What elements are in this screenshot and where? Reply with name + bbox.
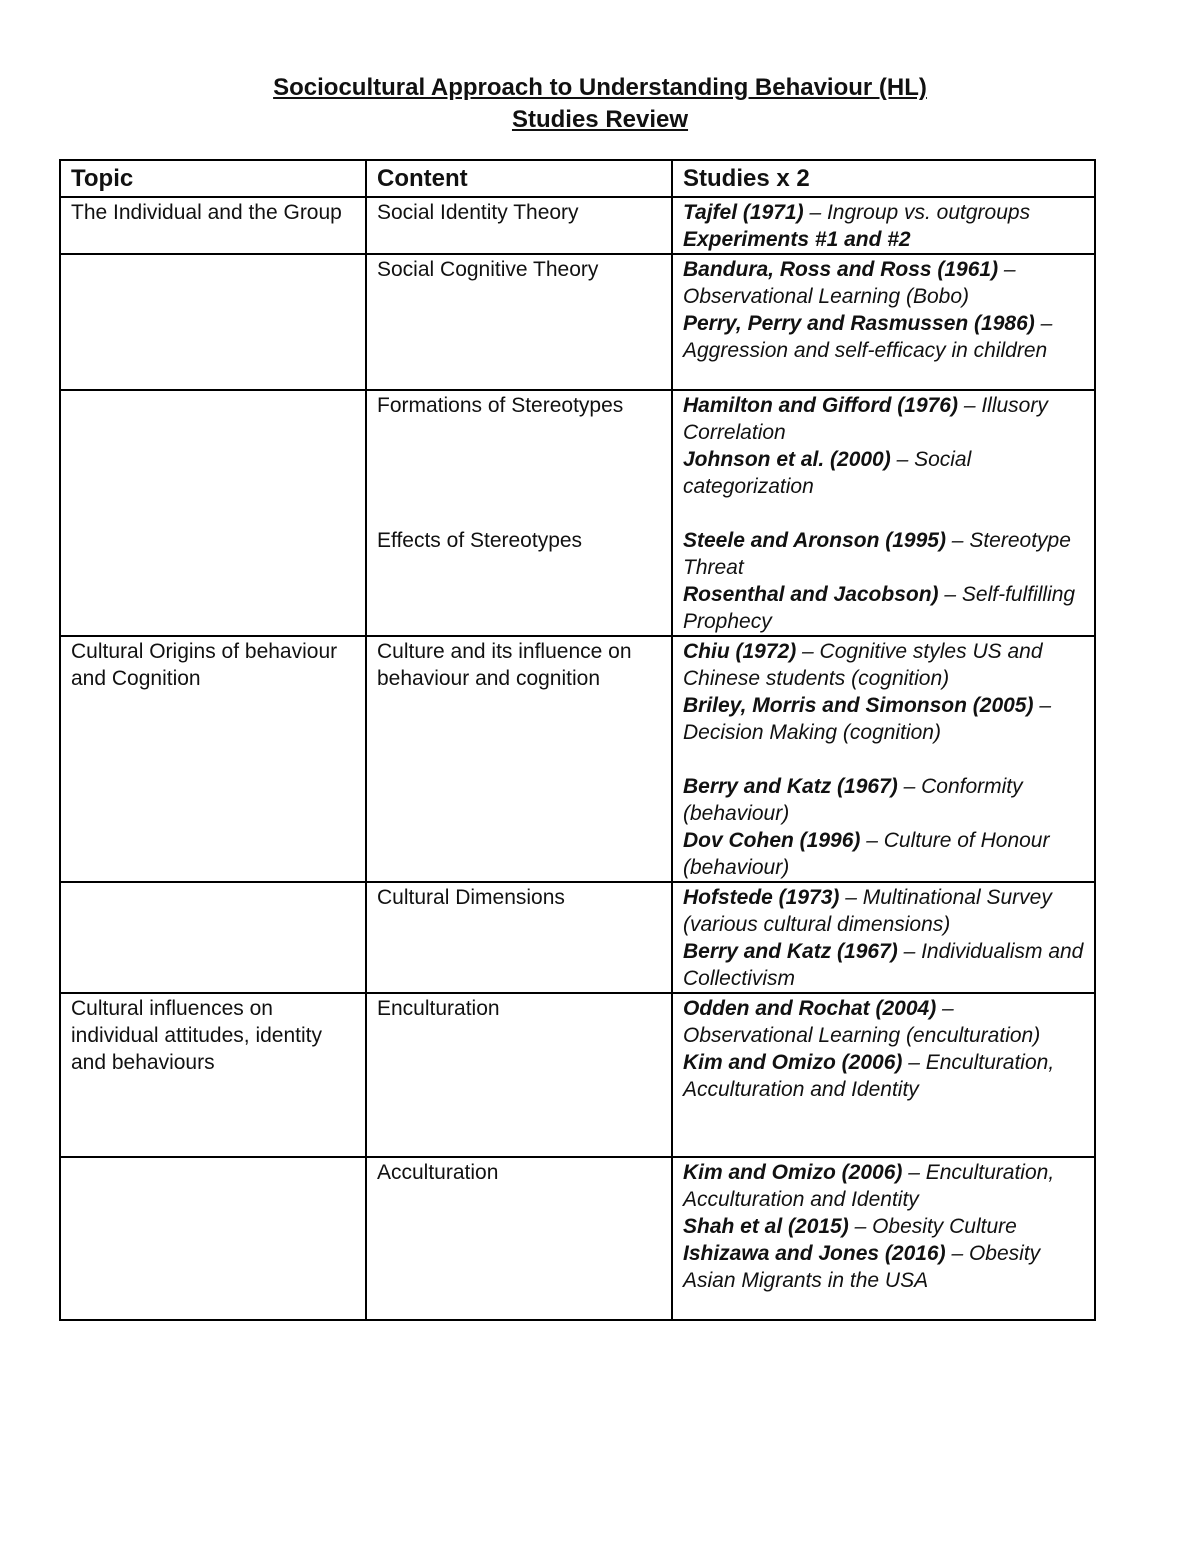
table-row bbox=[60, 993, 1095, 1157]
content-cell bbox=[366, 390, 672, 636]
study-entry bbox=[683, 581, 1084, 635]
study-author: Hofstede (1973) bbox=[683, 886, 840, 909]
study-description: – Cognitive styles US and Chinese students (cognition) bbox=[683, 640, 1043, 690]
study-entry bbox=[683, 199, 1084, 226]
study-author: Experiments #1 and #2 bbox=[683, 228, 911, 251]
study-author: Hamilton and Gifford (1976) bbox=[683, 394, 958, 417]
study-description: – Social categorization bbox=[683, 448, 972, 498]
study-entry bbox=[683, 638, 1084, 692]
study-entry bbox=[683, 773, 1084, 827]
study-entry bbox=[683, 256, 1084, 310]
study-description: – Multinational Survey (various cultural dimensions) bbox=[683, 886, 1052, 936]
content-cell: Social Cognitive Theory bbox=[366, 254, 672, 390]
study-entry bbox=[683, 1049, 1084, 1103]
study-entry bbox=[683, 995, 1084, 1049]
content-cell: Culture and its influence on behaviour and cognition bbox=[366, 636, 672, 882]
study-entry bbox=[683, 527, 1084, 581]
study-entry bbox=[683, 1159, 1084, 1213]
topic-cell bbox=[60, 1157, 366, 1320]
study-author: Steele and Aronson (1995) bbox=[683, 529, 946, 552]
header-content: Content bbox=[366, 160, 672, 197]
study-author: Tajfel (1971) bbox=[683, 201, 804, 224]
content-cell: Acculturation bbox=[366, 1157, 672, 1320]
study-description: – Individualism and Collectivism bbox=[683, 940, 1084, 990]
study-entry bbox=[683, 827, 1084, 881]
study-author: Shah et al (2015) bbox=[683, 1215, 849, 1238]
topic-cell: Cultural influences on individual attitudes, identity and behaviours bbox=[60, 993, 366, 1157]
studies-cell bbox=[672, 254, 1095, 390]
content-cell: Social Identity Theory bbox=[366, 197, 672, 254]
studies-review-table bbox=[59, 159, 1096, 1321]
studies-cell bbox=[672, 882, 1095, 993]
studies-cell bbox=[672, 1157, 1095, 1320]
content-label: Formations of Stereotypes bbox=[377, 394, 624, 417]
table-row bbox=[60, 882, 1095, 993]
study-author: Kim and Omizo (2006) bbox=[683, 1051, 903, 1074]
table-row bbox=[60, 254, 1095, 390]
study-author: Perry, Perry and Rasmussen (1986) bbox=[683, 312, 1035, 335]
study-description: – Conformity (behaviour) bbox=[683, 775, 1023, 825]
page-title: Sociocultural Approach to Understanding Behaviour (HL) bbox=[273, 74, 927, 101]
study-description: – Stereotype Threat bbox=[683, 529, 1071, 579]
topic-cell: The Individual and the Group bbox=[60, 197, 366, 254]
study-entry bbox=[683, 226, 1084, 253]
studies-cell bbox=[672, 636, 1095, 882]
content-cell: Cultural Dimensions bbox=[366, 882, 672, 993]
study-description: – Illusory Correlation bbox=[683, 394, 1048, 444]
study-author: Bandura, Ross and Ross (1961) bbox=[683, 258, 999, 281]
table-row bbox=[60, 390, 1095, 636]
study-description: – Observational Learning (Bobo) bbox=[683, 258, 1016, 308]
studies-cell bbox=[672, 197, 1095, 254]
study-author: Kim and Omizo (2006) bbox=[683, 1161, 903, 1184]
study-entry bbox=[683, 1240, 1084, 1294]
topic-cell bbox=[60, 254, 366, 390]
study-author: Briley, Morris and Simonson (2005) bbox=[683, 694, 1034, 717]
topic-cell bbox=[60, 882, 366, 993]
study-description: – Self-fulfilling Prophecy bbox=[683, 583, 1076, 633]
study-author: Johnson et al. (2000) bbox=[683, 448, 891, 471]
table-row bbox=[60, 636, 1095, 882]
study-entry bbox=[683, 884, 1084, 938]
study-entry bbox=[683, 392, 1084, 446]
table-row bbox=[60, 197, 1095, 254]
study-author: Dov Cohen (1996) bbox=[683, 829, 861, 852]
page-subtitle: Studies Review bbox=[511, 106, 689, 133]
study-entry bbox=[683, 692, 1084, 746]
study-description: – Obesity Asian Migrants in the USA bbox=[683, 1242, 1041, 1292]
study-entry bbox=[683, 1213, 1084, 1240]
content-label: Effects of Stereotypes bbox=[377, 529, 583, 552]
header-studies: Studies x 2 bbox=[672, 160, 1095, 197]
study-description: – Ingroup vs. outgroups bbox=[803, 201, 1031, 224]
study-description: – Aggression and self-efficacy in children bbox=[683, 312, 1053, 362]
studies-cell bbox=[672, 390, 1095, 636]
study-entry bbox=[683, 446, 1084, 500]
study-author: Ishizawa and Jones (2016) bbox=[683, 1242, 946, 1265]
study-author: Odden and Rochat (2004) bbox=[683, 997, 937, 1020]
content-cell: Enculturation bbox=[366, 993, 672, 1157]
study-description: – Decision Making (cognition) bbox=[683, 694, 1051, 744]
study-description: – Enculturation, Acculturation and Identity bbox=[683, 1161, 1055, 1211]
study-author: Chiu (1972) bbox=[683, 640, 797, 663]
study-description: – Enculturation, Acculturation and Identity bbox=[683, 1051, 1055, 1101]
study-description: – Obesity Culture bbox=[848, 1215, 1017, 1238]
study-entry bbox=[683, 310, 1084, 364]
study-entry bbox=[683, 938, 1084, 992]
table-row bbox=[60, 1157, 1095, 1320]
study-author: Rosenthal and Jacobson) bbox=[683, 583, 939, 606]
topic-cell: Cultural Origins of behaviour and Cognition bbox=[60, 636, 366, 882]
study-author: Berry and Katz (1967) bbox=[683, 775, 898, 798]
topic-cell bbox=[60, 390, 366, 636]
studies-cell bbox=[672, 993, 1095, 1157]
table-header-row bbox=[60, 160, 1095, 197]
study-author: Berry and Katz (1967) bbox=[683, 940, 898, 963]
study-description: – Observational Learning (enculturation) bbox=[683, 997, 1041, 1047]
header-topic: Topic bbox=[60, 160, 366, 197]
study-description: – Culture of Honour (behaviour) bbox=[683, 829, 1050, 879]
